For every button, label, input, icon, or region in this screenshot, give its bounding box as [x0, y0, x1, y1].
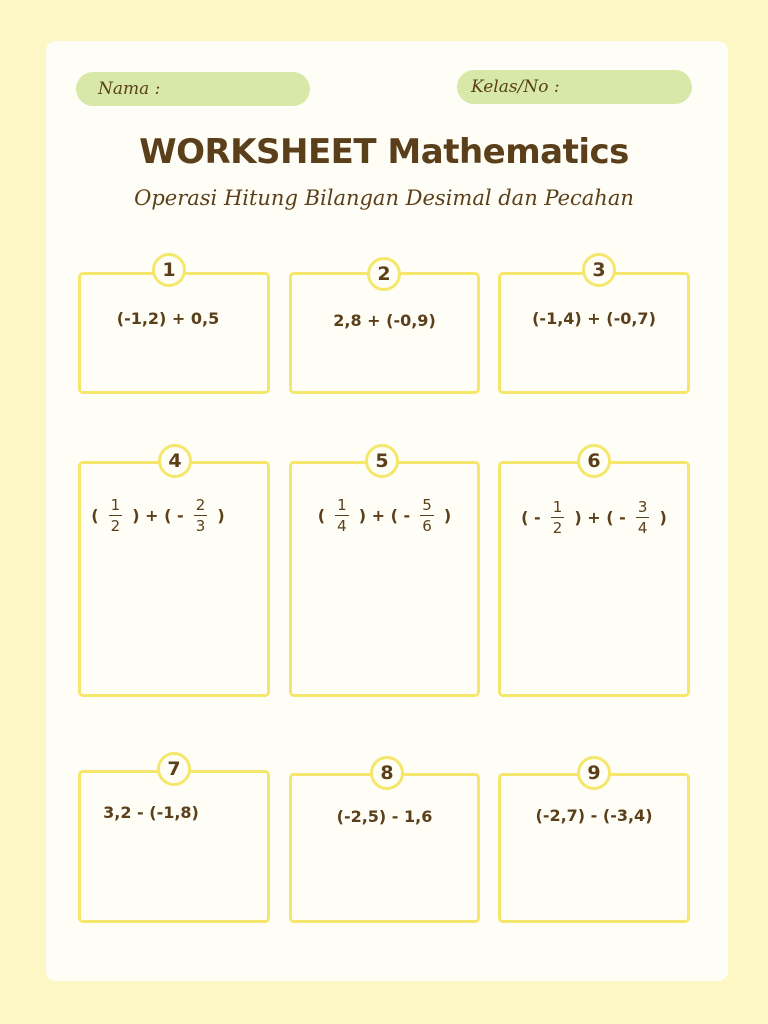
expr-paren: ( - [521, 508, 541, 527]
problem-expression: (-2,7) - (-3,4) [535, 806, 653, 825]
fraction [420, 496, 434, 535]
page-subtitle: Operasi Hitung Bilangan Desimal dan Pecahan [134, 186, 634, 210]
problem-expression: (-2,5) - 1,6 [336, 807, 433, 826]
problem-box-7[interactable] [78, 770, 270, 923]
fraction-denominator: 4 [337, 517, 347, 535]
fraction [335, 496, 349, 535]
fraction-numerator: 1 [110, 496, 121, 514]
fraction-numerator: 3 [637, 498, 648, 516]
class-number-label: Kelas/No : [471, 77, 560, 97]
expr-operator: ) + ( - [132, 506, 184, 525]
problem-number-badge: 7 [157, 752, 191, 786]
problem-expression: (-1,4) + (-0,7) [532, 309, 656, 328]
problem-number-badge: 4 [158, 444, 192, 478]
expr-paren: ) [443, 506, 452, 525]
problem-number-badge: 3 [582, 253, 616, 287]
expr-operator: ) + ( - [574, 508, 626, 527]
problem-number-badge: 2 [367, 257, 401, 291]
problem-expression [65, 496, 251, 535]
problem-box-5[interactable] [289, 461, 480, 697]
problem-expression: 3,2 - (-1,8) [103, 803, 199, 822]
expr-paren: ) [659, 508, 667, 527]
fraction-denominator: 3 [195, 517, 206, 535]
problem-expression [292, 496, 477, 535]
fraction-denominator: 2 [110, 517, 121, 535]
fraction [194, 496, 208, 535]
fraction [551, 498, 565, 537]
problem-expression: (-1,2) + 0,5 [116, 309, 220, 328]
fraction [109, 496, 123, 535]
name-field[interactable] [76, 72, 310, 106]
problem-box-6[interactable] [498, 461, 690, 697]
expr-paren: ( [317, 506, 326, 525]
expr-operator: ) + ( - [358, 506, 411, 525]
fraction-denominator: 4 [637, 519, 648, 537]
fraction-denominator: 2 [552, 519, 563, 537]
problem-expression [501, 498, 687, 537]
problem-box-9[interactable] [498, 773, 690, 923]
problem-number-badge: 9 [577, 756, 611, 790]
name-label: Nama : [98, 79, 161, 99]
problem-box-3[interactable] [498, 272, 690, 394]
fraction-numerator: 1 [337, 496, 347, 514]
fraction-numerator: 1 [552, 498, 563, 516]
fraction-denominator: 6 [422, 517, 432, 535]
fraction [636, 498, 650, 537]
problem-number-badge: 1 [152, 253, 186, 287]
problem-expression: 2,8 + (-0,9) [333, 311, 436, 330]
problem-box-4[interactable] [78, 461, 270, 697]
fraction-numerator: 5 [422, 496, 432, 514]
problem-number-badge: 8 [370, 756, 404, 790]
problem-box-1[interactable] [78, 272, 270, 394]
expr-paren: ( [91, 506, 99, 525]
problem-number-badge: 6 [577, 444, 611, 478]
problem-box-8[interactable] [289, 773, 480, 923]
fraction-numerator: 2 [195, 496, 206, 514]
class-number-field[interactable] [457, 70, 692, 104]
expr-paren: ) [217, 506, 225, 525]
problem-number-badge: 5 [365, 444, 399, 478]
page-title: WORKSHEET Mathematics [139, 132, 629, 172]
